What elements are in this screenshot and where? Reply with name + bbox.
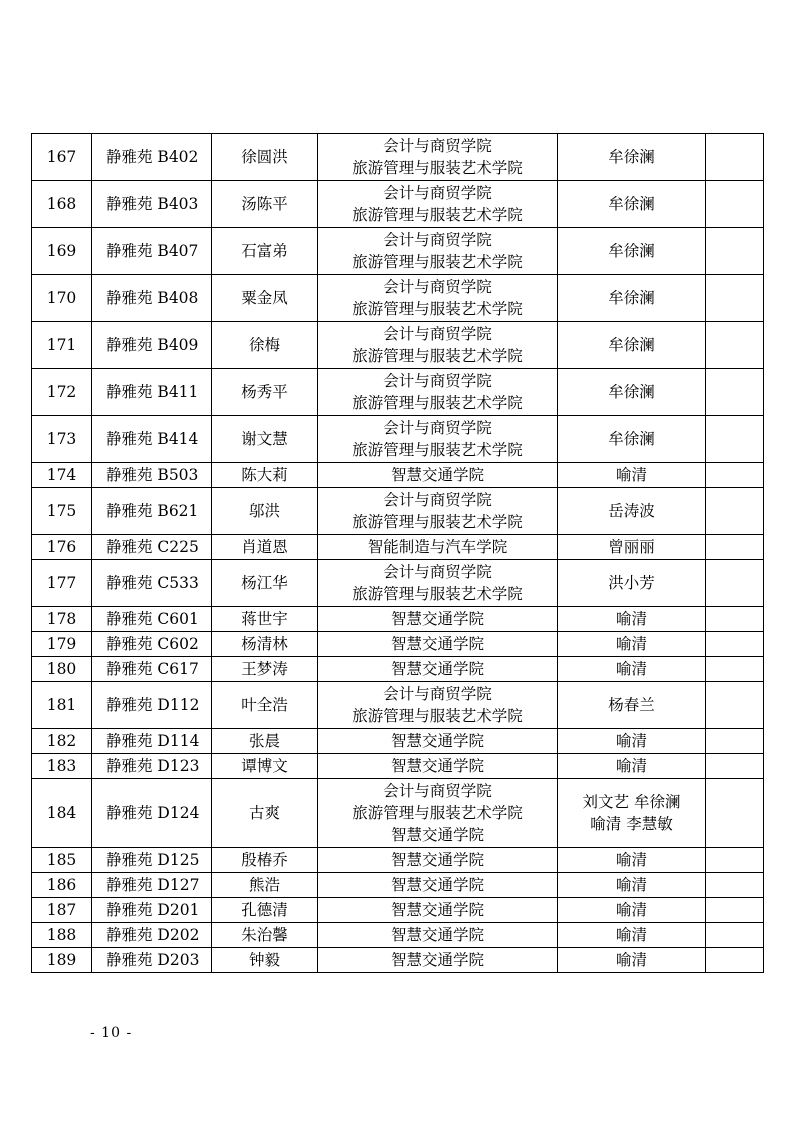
cell-room: 静雅苑 C533 xyxy=(92,560,212,607)
cell-no: 181 xyxy=(32,682,92,729)
cell-room: 静雅苑 B402 xyxy=(92,134,212,181)
cell-teacher xyxy=(558,181,706,228)
cell-note xyxy=(706,488,764,535)
cell-college xyxy=(318,729,558,754)
cell-college xyxy=(318,488,558,535)
teacher-line: 牟徐澜 xyxy=(608,289,655,307)
cell-room: 静雅苑 B621 xyxy=(92,488,212,535)
table-row xyxy=(32,632,764,657)
cell-note xyxy=(706,228,764,275)
college-line: 会计与商贸学院 xyxy=(383,685,492,703)
college-line: 旅游管理与服装艺术学院 xyxy=(352,804,523,822)
teacher-line: 喻清 xyxy=(615,926,647,944)
cell-college xyxy=(318,923,558,948)
cell-college xyxy=(318,779,558,848)
college-line: 旅游管理与服装艺术学院 xyxy=(352,585,523,603)
cell-teacher xyxy=(558,134,706,181)
cell-room: 静雅苑 B403 xyxy=(92,181,212,228)
table-row xyxy=(32,488,764,535)
cell-name: 蒋世宇 xyxy=(212,607,318,632)
college-line: 会计与商贸学院 xyxy=(383,184,492,202)
cell-teacher xyxy=(558,463,706,488)
table-row xyxy=(32,134,764,181)
cell-room: 静雅苑 D114 xyxy=(92,729,212,754)
cell-college xyxy=(318,754,558,779)
dormitory-table xyxy=(31,133,764,973)
cell-teacher xyxy=(558,369,706,416)
college-line: 旅游管理与服装艺术学院 xyxy=(352,159,523,177)
teacher-line: 喻清 xyxy=(615,876,647,894)
teacher-line: 岳涛波 xyxy=(608,502,655,520)
table-row xyxy=(32,657,764,682)
cell-no: 174 xyxy=(32,463,92,488)
teacher-line: 杨春兰 xyxy=(608,696,655,714)
cell-name: 钟毅 xyxy=(212,948,318,973)
cell-teacher xyxy=(558,754,706,779)
table-row xyxy=(32,873,764,898)
cell-no: 185 xyxy=(32,848,92,873)
cell-no: 169 xyxy=(32,228,92,275)
cell-room: 静雅苑 B407 xyxy=(92,228,212,275)
college-line: 智慧交通学院 xyxy=(390,635,484,653)
table-row xyxy=(32,682,764,729)
cell-no: 183 xyxy=(32,754,92,779)
table-row xyxy=(32,181,764,228)
cell-no: 180 xyxy=(32,657,92,682)
cell-note xyxy=(706,682,764,729)
college-line: 旅游管理与服装艺术学院 xyxy=(352,394,523,412)
cell-name: 陈大莉 xyxy=(212,463,318,488)
college-line: 智慧交通学院 xyxy=(390,610,484,628)
cell-name: 王梦涛 xyxy=(212,657,318,682)
cell-college xyxy=(318,369,558,416)
cell-room: 静雅苑 D123 xyxy=(92,754,212,779)
cell-room: 静雅苑 D203 xyxy=(92,948,212,973)
cell-note xyxy=(706,369,764,416)
cell-name: 粟金凤 xyxy=(212,275,318,322)
cell-college xyxy=(318,682,558,729)
cell-no: 189 xyxy=(32,948,92,973)
cell-note xyxy=(706,923,764,948)
table-row xyxy=(32,848,764,873)
cell-college xyxy=(318,873,558,898)
cell-name: 熊浩 xyxy=(212,873,318,898)
cell-college xyxy=(318,322,558,369)
college-line: 会计与商贸学院 xyxy=(383,491,492,509)
cell-no: 171 xyxy=(32,322,92,369)
college-line: 旅游管理与服装艺术学院 xyxy=(352,253,523,271)
college-line: 智慧交通学院 xyxy=(390,926,484,944)
cell-name: 肖道恩 xyxy=(212,535,318,560)
table-row xyxy=(32,228,764,275)
cell-room: 静雅苑 B411 xyxy=(92,369,212,416)
teacher-line: 牟徐澜 xyxy=(608,195,655,213)
table-row xyxy=(32,923,764,948)
table-row xyxy=(32,898,764,923)
cell-note xyxy=(706,657,764,682)
cell-college xyxy=(318,416,558,463)
cell-note xyxy=(706,848,764,873)
teacher-line: 牟徐澜 xyxy=(608,242,655,260)
college-line: 会计与商贸学院 xyxy=(383,137,492,155)
cell-name: 张晨 xyxy=(212,729,318,754)
cell-room: 静雅苑 D127 xyxy=(92,873,212,898)
table-row xyxy=(32,607,764,632)
page-number: - 10 - xyxy=(90,1025,133,1041)
college-line: 智慧交通学院 xyxy=(390,901,484,919)
college-line: 旅游管理与服装艺术学院 xyxy=(352,206,523,224)
table-row xyxy=(32,275,764,322)
cell-teacher xyxy=(558,560,706,607)
cell-teacher xyxy=(558,488,706,535)
cell-no: 173 xyxy=(32,416,92,463)
cell-teacher xyxy=(558,322,706,369)
college-line: 旅游管理与服装艺术学院 xyxy=(352,347,523,365)
college-line: 会计与商贸学院 xyxy=(383,325,492,343)
table-row xyxy=(32,322,764,369)
cell-room: 静雅苑 B408 xyxy=(92,275,212,322)
cell-note xyxy=(706,729,764,754)
teacher-line: 喻清 李慧敏 xyxy=(590,815,673,833)
table-row xyxy=(32,779,764,848)
cell-note xyxy=(706,535,764,560)
college-line: 智能制造与汽车学院 xyxy=(367,538,508,556)
cell-teacher xyxy=(558,923,706,948)
teacher-line: 牟徐澜 xyxy=(608,336,655,354)
cell-name: 谢文慧 xyxy=(212,416,318,463)
cell-teacher xyxy=(558,632,706,657)
cell-college xyxy=(318,275,558,322)
cell-no: 172 xyxy=(32,369,92,416)
college-line: 智慧交通学院 xyxy=(390,951,484,969)
cell-note xyxy=(706,607,764,632)
cell-no: 188 xyxy=(32,923,92,948)
cell-room: 静雅苑 D125 xyxy=(92,848,212,873)
cell-college xyxy=(318,632,558,657)
teacher-line: 牟徐澜 xyxy=(608,430,655,448)
cell-college xyxy=(318,948,558,973)
table-row xyxy=(32,535,764,560)
cell-note xyxy=(706,416,764,463)
cell-name: 古爽 xyxy=(212,779,318,848)
cell-teacher xyxy=(558,657,706,682)
college-line: 会计与商贸学院 xyxy=(383,231,492,249)
cell-teacher xyxy=(558,535,706,560)
college-line: 旅游管理与服装艺术学院 xyxy=(352,513,523,531)
cell-note xyxy=(706,898,764,923)
teacher-line: 喻清 xyxy=(615,757,647,775)
table-row xyxy=(32,463,764,488)
cell-room: 静雅苑 D201 xyxy=(92,898,212,923)
cell-room: 静雅苑 B409 xyxy=(92,322,212,369)
college-line: 旅游管理与服装艺术学院 xyxy=(352,707,523,725)
cell-no: 179 xyxy=(32,632,92,657)
cell-name: 汤陈平 xyxy=(212,181,318,228)
college-line: 智慧交通学院 xyxy=(390,876,484,894)
cell-no: 184 xyxy=(32,779,92,848)
teacher-line: 牟徐澜 xyxy=(608,148,655,166)
college-line: 会计与商贸学院 xyxy=(383,372,492,390)
cell-name: 殷椿乔 xyxy=(212,848,318,873)
cell-college xyxy=(318,181,558,228)
cell-name: 谭博文 xyxy=(212,754,318,779)
cell-name: 杨秀平 xyxy=(212,369,318,416)
college-line: 旅游管理与服装艺术学院 xyxy=(352,441,523,459)
cell-note xyxy=(706,560,764,607)
cell-college xyxy=(318,848,558,873)
college-line: 智慧交通学院 xyxy=(390,826,484,844)
cell-teacher xyxy=(558,779,706,848)
table-row xyxy=(32,729,764,754)
teacher-line: 喻清 xyxy=(615,851,647,869)
cell-room: 静雅苑 D202 xyxy=(92,923,212,948)
cell-name: 朱治馨 xyxy=(212,923,318,948)
teacher-line: 曾丽丽 xyxy=(608,538,655,556)
cell-college xyxy=(318,607,558,632)
cell-note xyxy=(706,181,764,228)
teacher-line: 牟徐澜 xyxy=(608,383,655,401)
cell-no: 170 xyxy=(32,275,92,322)
cell-college xyxy=(318,134,558,181)
table-row xyxy=(32,369,764,416)
teacher-line: 喻清 xyxy=(615,951,647,969)
table-row xyxy=(32,754,764,779)
cell-college xyxy=(318,898,558,923)
cell-teacher xyxy=(558,682,706,729)
teacher-line: 洪小芳 xyxy=(608,574,655,592)
cell-note xyxy=(706,322,764,369)
cell-note xyxy=(706,754,764,779)
college-line: 会计与商贸学院 xyxy=(383,782,492,800)
cell-name: 石富弟 xyxy=(212,228,318,275)
cell-teacher xyxy=(558,898,706,923)
table-body xyxy=(32,134,764,973)
cell-college xyxy=(318,228,558,275)
cell-teacher xyxy=(558,948,706,973)
cell-teacher xyxy=(558,873,706,898)
cell-college xyxy=(318,463,558,488)
cell-note xyxy=(706,632,764,657)
cell-room: 静雅苑 C601 xyxy=(92,607,212,632)
cell-room: 静雅苑 D112 xyxy=(92,682,212,729)
cell-no: 187 xyxy=(32,898,92,923)
table-row xyxy=(32,560,764,607)
cell-teacher xyxy=(558,729,706,754)
college-line: 智慧交通学院 xyxy=(390,660,484,678)
teacher-line: 喻清 xyxy=(615,466,647,484)
college-line: 智慧交通学院 xyxy=(390,851,484,869)
cell-name: 徐圆洪 xyxy=(212,134,318,181)
cell-teacher xyxy=(558,275,706,322)
college-line: 智慧交通学院 xyxy=(390,757,484,775)
cell-teacher xyxy=(558,228,706,275)
college-line: 智慧交通学院 xyxy=(390,466,484,484)
table-row xyxy=(32,948,764,973)
college-line: 会计与商贸学院 xyxy=(383,563,492,581)
cell-no: 176 xyxy=(32,535,92,560)
teacher-line: 喻清 xyxy=(615,660,647,678)
cell-name: 杨清林 xyxy=(212,632,318,657)
cell-room: 静雅苑 B503 xyxy=(92,463,212,488)
cell-name: 杨江华 xyxy=(212,560,318,607)
college-line: 智慧交通学院 xyxy=(390,732,484,750)
cell-note xyxy=(706,779,764,848)
cell-college xyxy=(318,535,558,560)
cell-teacher xyxy=(558,607,706,632)
cell-name: 邬洪 xyxy=(212,488,318,535)
teacher-line: 刘文艺 牟徐澜 xyxy=(582,793,681,811)
college-line: 旅游管理与服装艺术学院 xyxy=(352,300,523,318)
cell-room: 静雅苑 C602 xyxy=(92,632,212,657)
table-row xyxy=(32,416,764,463)
teacher-line: 喻清 xyxy=(615,901,647,919)
cell-no: 175 xyxy=(32,488,92,535)
cell-room: 静雅苑 D124 xyxy=(92,779,212,848)
cell-note xyxy=(706,873,764,898)
cell-note xyxy=(706,275,764,322)
cell-note xyxy=(706,948,764,973)
cell-no: 186 xyxy=(32,873,92,898)
cell-no: 168 xyxy=(32,181,92,228)
cell-note xyxy=(706,463,764,488)
college-line: 会计与商贸学院 xyxy=(383,278,492,296)
cell-teacher xyxy=(558,848,706,873)
cell-no: 178 xyxy=(32,607,92,632)
cell-no: 182 xyxy=(32,729,92,754)
cell-name: 孔德清 xyxy=(212,898,318,923)
teacher-line: 喻清 xyxy=(615,635,647,653)
college-line: 会计与商贸学院 xyxy=(383,419,492,437)
cell-name: 叶全浩 xyxy=(212,682,318,729)
cell-name: 徐梅 xyxy=(212,322,318,369)
cell-room: 静雅苑 C225 xyxy=(92,535,212,560)
cell-college xyxy=(318,657,558,682)
cell-note xyxy=(706,134,764,181)
teacher-line: 喻清 xyxy=(615,732,647,750)
cell-teacher xyxy=(558,416,706,463)
cell-room: 静雅苑 B414 xyxy=(92,416,212,463)
cell-room: 静雅苑 C617 xyxy=(92,657,212,682)
cell-college xyxy=(318,560,558,607)
teacher-line: 喻清 xyxy=(615,610,647,628)
cell-no: 177 xyxy=(32,560,92,607)
cell-no: 167 xyxy=(32,134,92,181)
